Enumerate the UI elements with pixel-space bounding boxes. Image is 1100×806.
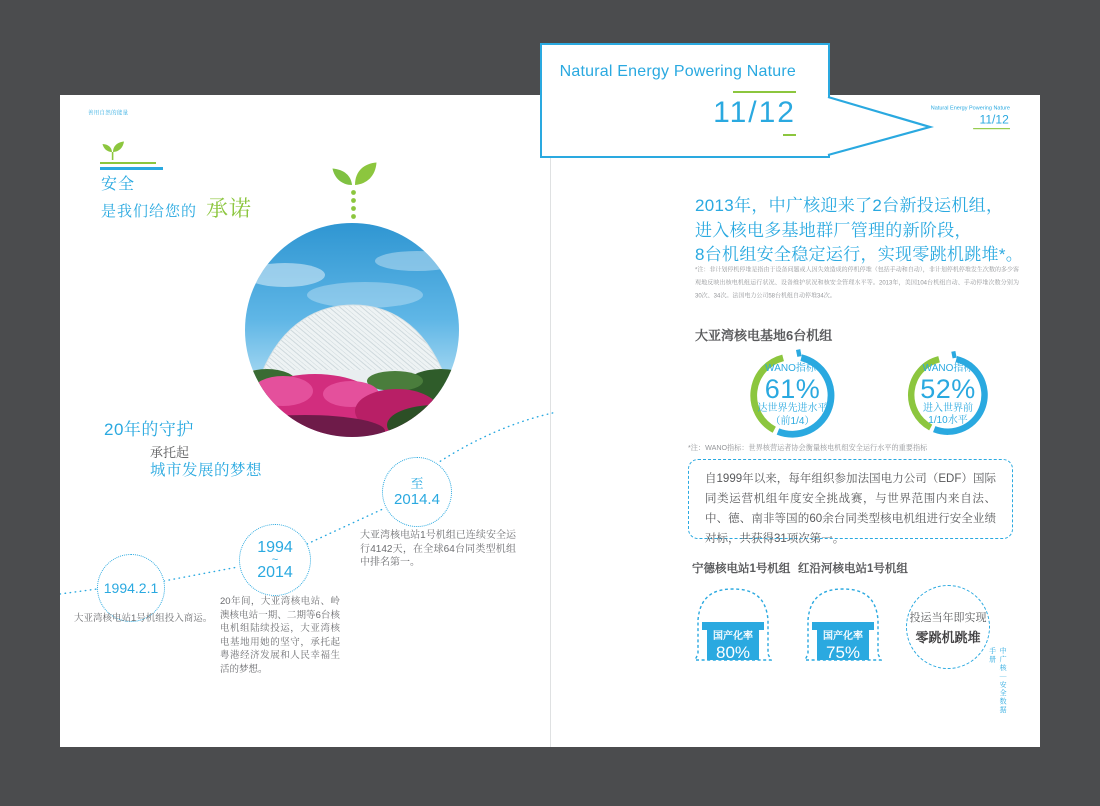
wano-gauge-61 (744, 347, 841, 444)
intro-line-2: 进入核电多基地群厂管理的新阶段， (695, 220, 972, 240)
left-page-title-line2 (101, 192, 252, 223)
edf-challenge-box: 自1999年以来，每年组织参加法国电力公司（EDF）国际同类运营机组年度安全挑战赛，与世界范围内来自法、中、德、南非等国的60余台同类型核电机组进行安全业绩对标，共获得31项次第一。 (688, 459, 1013, 539)
zero-trip-badge (906, 585, 990, 669)
timeline-node-label-mid: ~ (271, 553, 279, 566)
callout-green-dash (783, 134, 796, 136)
gauge-value: 52% (920, 373, 976, 404)
intro-line-1: 2013年，中广核迎来了2台新投运机组， (695, 196, 1004, 215)
page-edge-tagline: 中广核｜安全数据手册 (987, 647, 1006, 715)
callout-pointer-icon (824, 95, 934, 157)
left-page-title-line1: 安全 (101, 176, 136, 193)
gauge-desc-1: 达世界先进水平 (757, 403, 828, 414)
sprout-icon (322, 159, 386, 228)
intro-line-3: 8台机组安全稳定运行，实现零跳机跳堆*。 (695, 245, 1024, 264)
page-header-callout (540, 43, 830, 158)
wano-gauge-52 (902, 349, 994, 441)
intro-footnote: *注：非计划停机停堆是指由于设备问题或人因失效造成的停机停堆（包括手动和自动），非计划停机停堆发生次数的多少客观地反映出核电机组运行状况、设备维护状况和核安全管理水平等。2013年，美国104台机组自动、手动停堆次数分别为30次、34次。法国电力公司58台机组自动停堆34次。 (695, 266, 1019, 299)
gauge-desc-2: （前1/4） (770, 415, 815, 427)
heading-rule-blue (100, 167, 163, 170)
intro-paragraph (695, 194, 1023, 268)
timeline-caption-1: 大亚湾核电站1号机组投入商运。 (74, 613, 213, 624)
gauge-value: 61% (764, 374, 821, 404)
gauge-text (902, 349, 994, 441)
left-corner-tagline: 善用自然的能量 (88, 110, 129, 117)
station-2-name: 红沿河核电站1号机组 (798, 563, 908, 575)
header-tagline: Natural Energy Powering Nature (930, 105, 1010, 112)
station-1-name: 宁德核电站1号机组 (692, 563, 791, 575)
left-page-subtitle-line2: 承托起 (150, 445, 190, 460)
timeline-node-1994-2014 (239, 524, 311, 596)
gauge-label: WANO指标 (922, 362, 974, 374)
gauge-text (744, 347, 841, 444)
left-page-subtitle-line3: 城市发展的梦想 (150, 462, 263, 479)
metric-value: 80% (715, 643, 751, 662)
heading-rule-green (100, 162, 156, 164)
timeline-node-label-bottom: 2014 (257, 563, 293, 581)
metric-value: 75% (825, 643, 861, 662)
gauges-section-title: 大亚湾核电基地6台机组 (695, 328, 833, 343)
small-sprout-icon (100, 141, 126, 170)
gauge-label: WANO指标* (765, 363, 820, 374)
timeline-node-label-bottom: 2014.4 (394, 491, 440, 508)
timeline-node-label-top: 1994 (257, 538, 293, 556)
timeline-node-2014-4 (382, 457, 452, 527)
title-line2-text: 是我们给您的 (101, 203, 198, 220)
containment-building-icon-hongyanhe (804, 584, 882, 666)
callout-green-rule (733, 91, 796, 93)
gauge-desc-1: 进入世界前 (923, 402, 973, 414)
metric-label: 国产化率 (713, 631, 753, 642)
zero-trip-line-1: 投运当年即实现 (909, 611, 987, 624)
right-page-header (931, 105, 1010, 129)
center-fold-line (550, 95, 551, 747)
wano-footnote: *注：WANO指标：世界核营运者协会衡量核电机组安全运行水平的重要指标 (688, 443, 928, 452)
timeline-caption-2: 20年间，大亚湾核电站、岭澳核电站一期、二期等6台核电机组陆续投运，大亚湾核电基地用她的坚守，承托起粤港经济发展和人民幸福生活的梦想。 (220, 596, 340, 675)
timeline-caption-3: 大亚湾核电站1号机组已连续安全运行4142天，在全球64台同类型机组中排名第一。 (360, 530, 516, 568)
callout-content (560, 63, 796, 136)
header-page-number: 11/12 (973, 113, 1010, 130)
localization-metric (804, 631, 882, 662)
callout-tagline: Natural Energy Powering Nature (559, 63, 796, 80)
gauge-desc-2: 1/10水平 (928, 415, 968, 426)
timeline-node-label-top: 至 (410, 476, 424, 491)
left-page-subtitle-line1: 20年的守护 (104, 420, 194, 439)
daya-bay-dome-photo (245, 223, 459, 437)
callout-page-number: 11/12 (713, 96, 796, 129)
containment-building-icon-ningde (694, 584, 772, 666)
title-accent-text: 承诺 (206, 196, 253, 221)
zero-trip-line-2: 零跳机跳堆 (915, 629, 981, 645)
localization-metric (694, 631, 772, 662)
timeline-node-label: 1994.2.1 (103, 580, 159, 596)
metric-label: 国产化率 (823, 631, 863, 642)
brochure-page-spread (60, 95, 1040, 747)
